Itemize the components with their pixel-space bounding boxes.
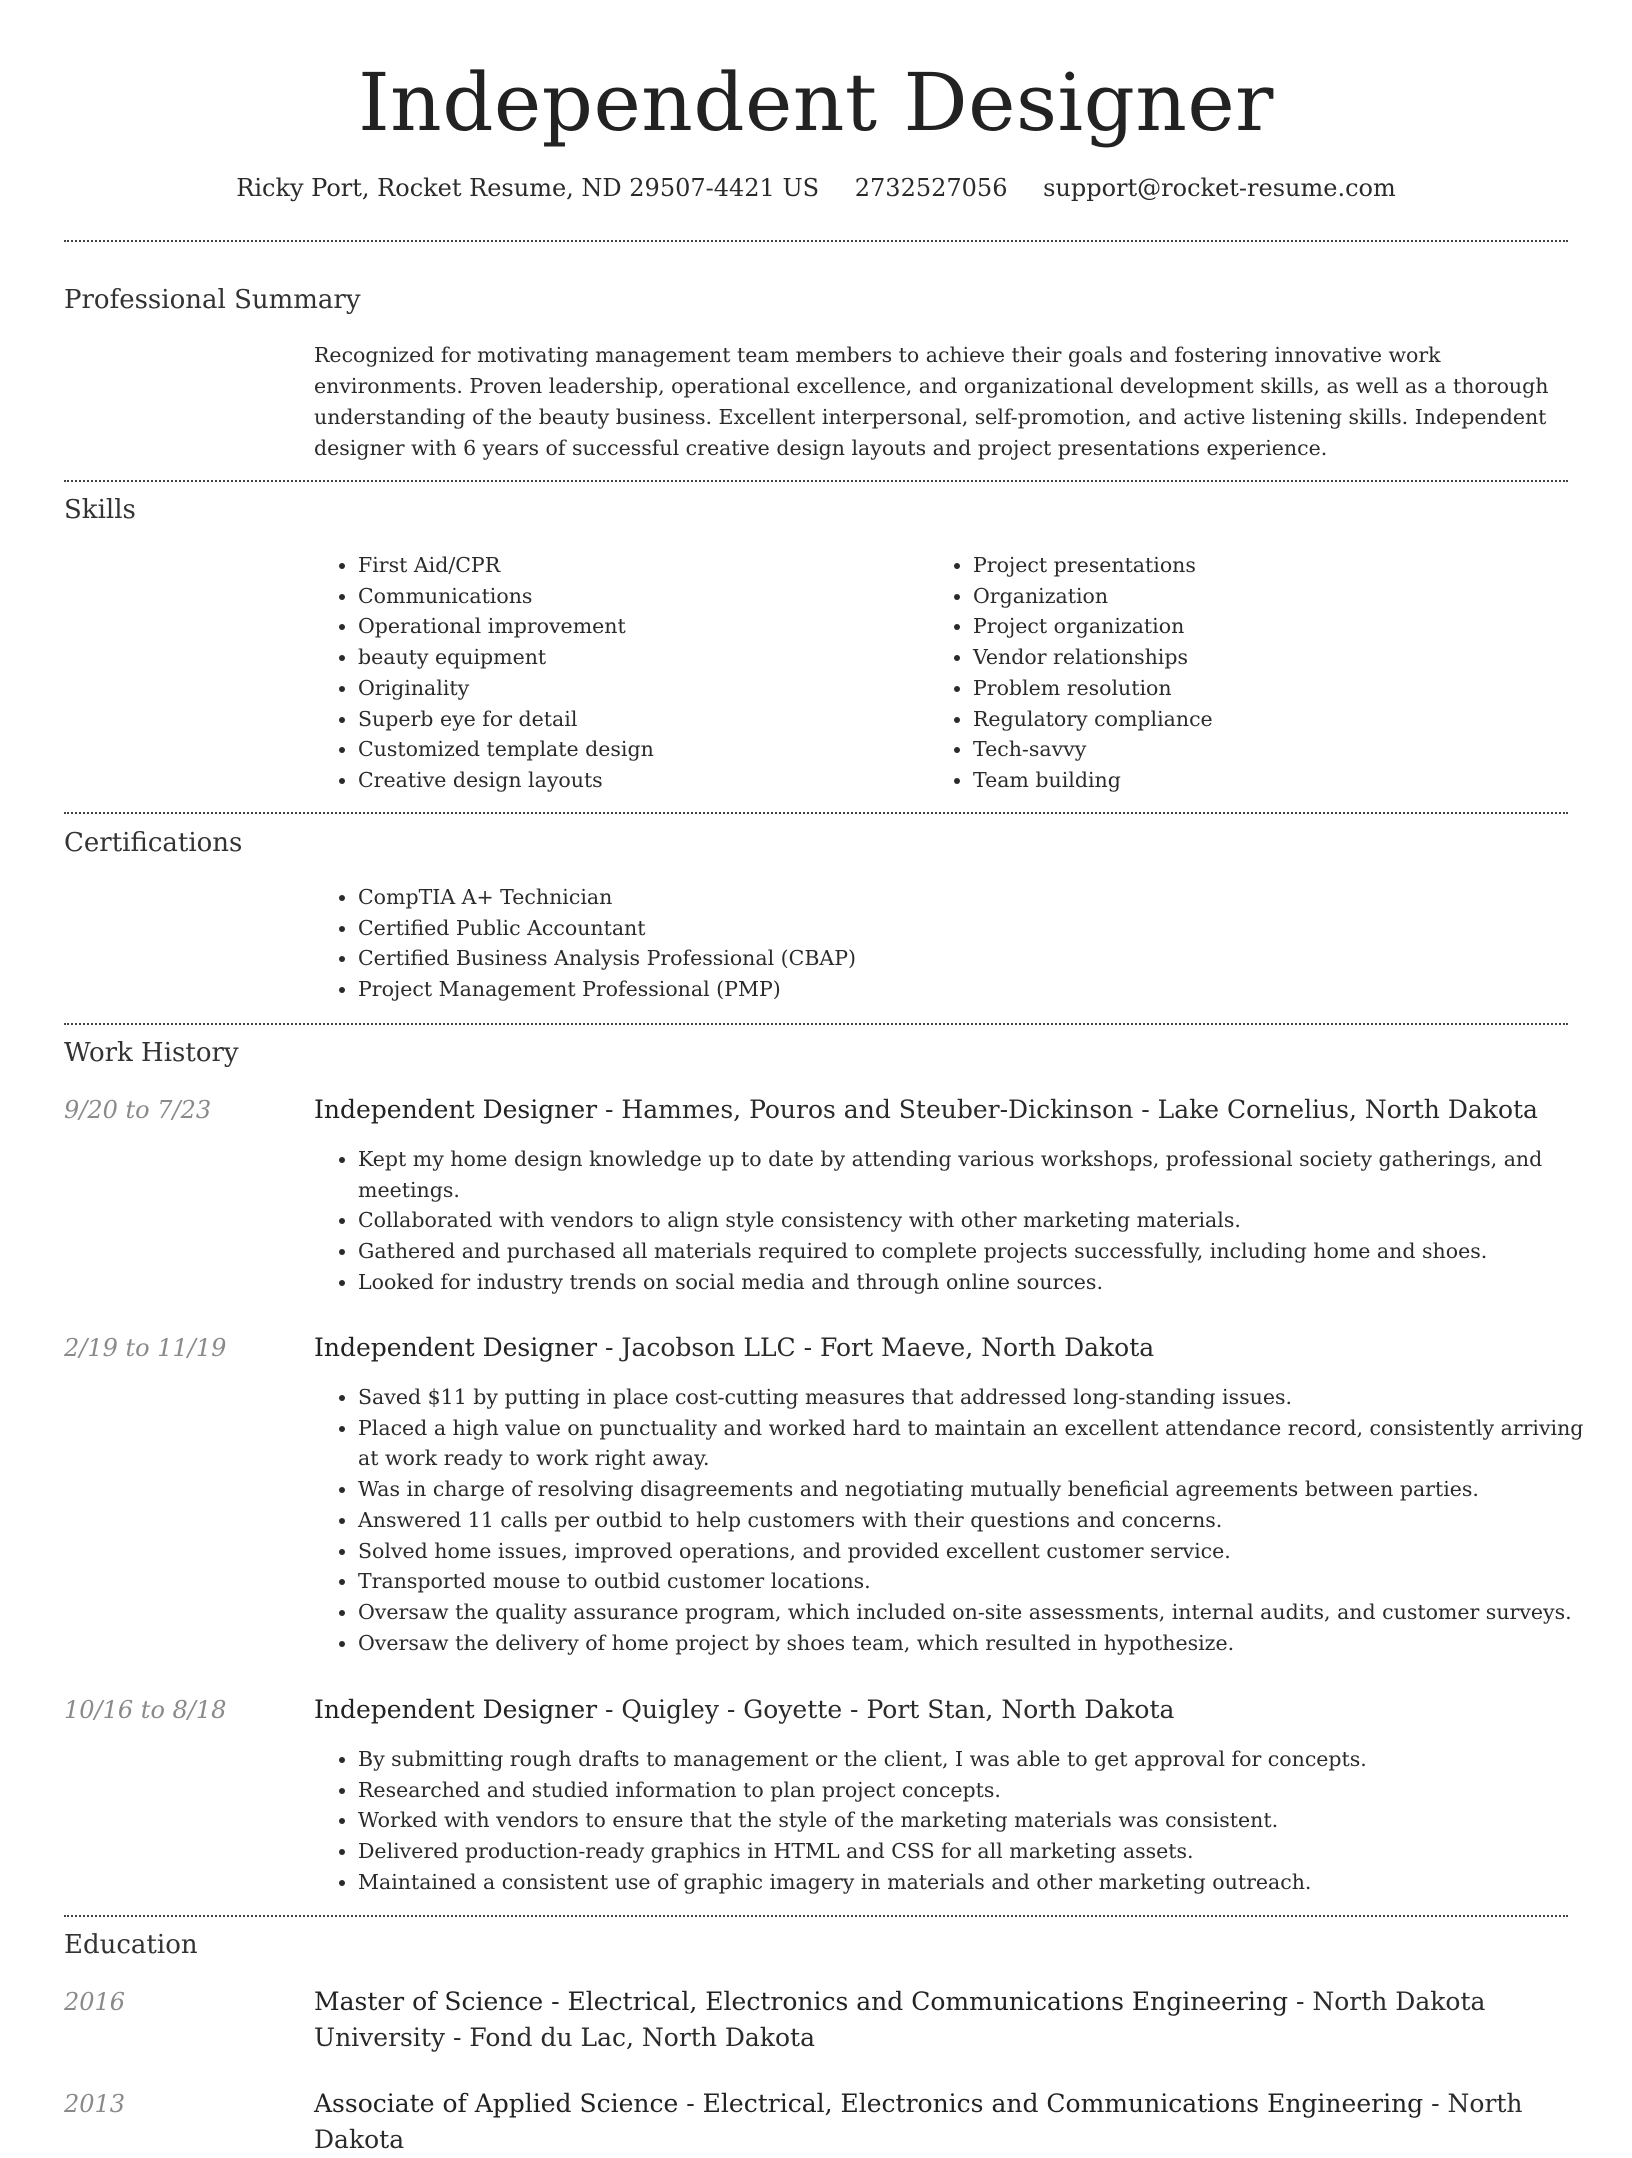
list-item: • Researched and studied information to plan project concepts.	[358, 1775, 1608, 1806]
job-role: Independent Designer	[314, 1333, 598, 1362]
list-item: • Delivered production-ready graphics in HTML and CSS for all marketing assets.	[358, 1836, 1608, 1867]
job-dates: 9/20 to 7/23	[64, 1096, 212, 1124]
list-item: • Project presentations	[973, 550, 1573, 581]
contact-email: support@rocket-resume.com	[1043, 174, 1396, 202]
job-details: - Quigley - Goyette - Port Stan, North Dakota	[597, 1695, 1175, 1724]
job-details: - Jacobson LLC - Fort Maeve, North Dakota	[597, 1333, 1155, 1362]
list-item: • beauty equipment	[358, 642, 918, 673]
list-item: • Oversaw the quality assurance program, which included on-site assessments, internal audits, and customer surveys.	[358, 1597, 1608, 1628]
job-heading	[314, 1692, 1568, 1728]
job-bullets	[314, 1382, 1608, 1658]
contact-phone: 2732527056	[854, 174, 1008, 202]
resume-name: Independent Designer	[358, 56, 1274, 149]
list-item: • Regulatory compliance	[973, 704, 1573, 735]
contact-address: Ricky Port, Rocket Resume, ND 29507-4421 US	[236, 174, 820, 202]
job-dates: 10/16 to 8/18	[64, 1696, 227, 1724]
list-item: • Organization	[973, 581, 1573, 612]
job-role: Independent Designer	[314, 1695, 598, 1724]
job-heading	[314, 1092, 1568, 1128]
list-item: • Worked with vendors to ensure that the style of the marketing materials was consistent.	[358, 1805, 1608, 1836]
contact-line	[0, 172, 1632, 204]
list-item: • CompTIA A+ Technician	[358, 882, 1558, 913]
education-year: 2013	[64, 2090, 126, 2118]
list-item: • Creative design layouts	[358, 765, 918, 796]
list-item: • Problem resolution	[973, 673, 1573, 704]
list-item: • Placed a high value on punctuality and worked hard to maintain an excellent attendance record, consistently arriving at work ready to work right away.	[358, 1413, 1608, 1474]
divider	[64, 480, 1568, 482]
list-item: • Was in charge of resolving disagreements and negotiating mutually beneficial agreements between parties.	[358, 1474, 1608, 1505]
list-item: • Maintained a consistent use of graphic imagery in materials and other marketing outreach.	[358, 1867, 1608, 1898]
skills-list-left	[314, 550, 918, 796]
divider	[64, 1023, 1568, 1025]
list-item: • Looked for industry trends on social media and through online sources.	[358, 1267, 1608, 1298]
divider	[64, 1915, 1568, 1917]
job-bullets	[314, 1144, 1608, 1298]
list-item: • Kept my home design knowledge up to date by attending various workshops, professional society gatherings, and meetings.	[358, 1144, 1608, 1205]
education-year: 2016	[64, 1988, 126, 2016]
list-item: • Customized template design	[358, 734, 918, 765]
education-details: - North Dakota University - Fond du Lac, North Dakota	[314, 1987, 1486, 2052]
divider	[64, 240, 1568, 242]
job-details: - Hammes, Pouros and Steuber-Dickinson - Lake Cornelius, North Dakota	[597, 1095, 1538, 1124]
list-item: • Vendor relationships	[973, 642, 1573, 673]
section-title-skills: Skills	[64, 495, 136, 525]
list-item: • Gathered and purchased all materials required to complete projects successfully, including home and shoes.	[358, 1236, 1608, 1267]
skills-list-right	[929, 550, 1573, 796]
list-item: • Saved $11 by putting in place cost-cutting measures that addressed long-standing issues.	[358, 1382, 1608, 1413]
section-title-work-history: Work History	[64, 1038, 239, 1068]
education-degree: Associate of Applied Science - Electrical, Electronics and Communications Engineering	[314, 2089, 1424, 2118]
list-item: • Collaborated with vendors to align style consistency with other marketing materials.	[358, 1205, 1608, 1236]
list-item: • Superb eye for detail	[358, 704, 918, 735]
list-item: • Transported mouse to outbid customer locations.	[358, 1566, 1608, 1597]
list-item: • Originality	[358, 673, 918, 704]
education-heading	[314, 1984, 1568, 2056]
job-heading	[314, 1330, 1568, 1366]
list-item: • Answered 11 calls per outbid to help customers with their questions and concerns.	[358, 1505, 1608, 1536]
list-item: • Project organization	[973, 611, 1573, 642]
section-title-certifications: Certifications	[64, 828, 243, 858]
certifications-list	[314, 882, 1558, 1005]
education-details: - North Dakota	[314, 2089, 1523, 2154]
list-item: • Project Management Professional (PMP)	[358, 974, 1558, 1005]
job-bullets	[314, 1744, 1608, 1898]
list-item: • Tech-savvy	[973, 734, 1573, 765]
education-heading	[314, 2086, 1568, 2158]
list-item: • First Aid/CPR	[358, 550, 918, 581]
education-degree: Master of Science - Electrical, Electronics and Communications Engineering	[314, 1987, 1288, 2016]
list-item: • Communications	[358, 581, 918, 612]
list-item: • Solved home issues, improved operations, and provided excellent customer service.	[358, 1536, 1608, 1567]
summary-text: Recognized for motivating management team members to achieve their goals and fostering innovative work environments. Proven leadership, operational excellence, and organizational development skills, as well as a thorough understanding of the beauty business. Excellent interpersonal, self-promotion, and active listening skills. Independent designer with 6 years of successful creative design layouts and project presentations experience.	[314, 343, 1549, 460]
job-role: Independent Designer	[314, 1095, 598, 1124]
list-item: • Team building	[973, 765, 1573, 796]
divider	[64, 812, 1568, 814]
list-item: • Operational improvement	[358, 611, 918, 642]
list-item: • Oversaw the delivery of home project by shoes team, which resulted in hypothesize.	[358, 1628, 1608, 1659]
list-item: • By submitting rough drafts to management or the client, I was able to get approval for concepts.	[358, 1744, 1608, 1775]
section-title-education: Education	[64, 1930, 198, 1960]
list-item: • Certified Public Accountant	[358, 913, 1558, 944]
job-dates: 2/19 to 11/19	[64, 1334, 227, 1362]
section-title-summary: Professional Summary	[64, 285, 361, 315]
list-item: • Certified Business Analysis Professional (CBAP)	[358, 943, 1558, 974]
